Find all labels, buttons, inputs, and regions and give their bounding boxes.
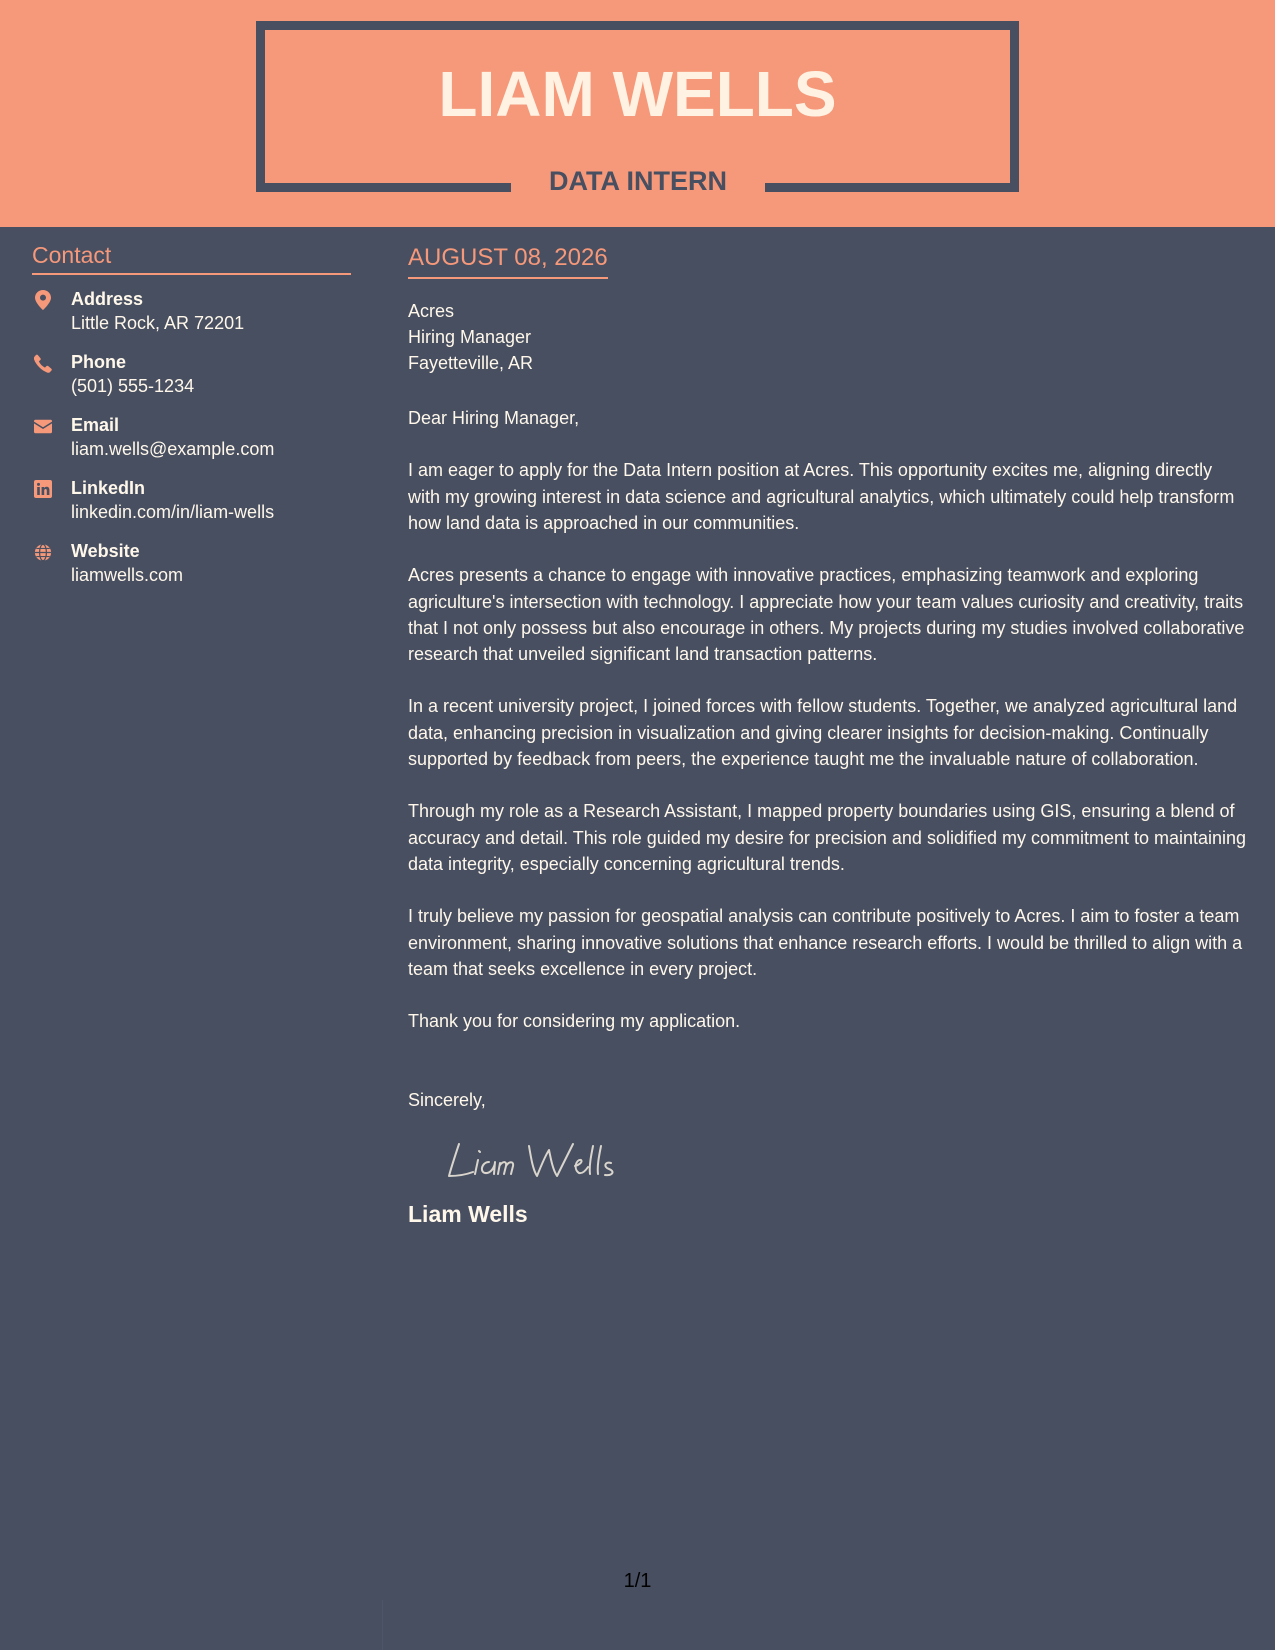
letter-paragraph: I am eager to apply for the Data Intern position at Acres. This opportunity excites me, aligning directly with my growing interest in data science and agricultural analytics, which ultimately could help transform how land data is approached in our communities. — [408, 460, 1235, 533]
letter-date: AUGUST 08, 2026 — [408, 245, 608, 279]
handwritten-signature — [445, 1136, 1248, 1186]
contact-value: liam.wells@example.com — [71, 439, 275, 460]
recipient-role: Hiring Manager — [408, 327, 532, 348]
column-divider — [382, 1600, 383, 1650]
job-title: DATA INTERN — [549, 166, 727, 196]
contact-value: Little Rock, AR 72201 — [71, 313, 245, 334]
contact-label: Phone — [71, 352, 127, 373]
map-pin-icon — [34, 291, 52, 309]
letter-paragraph: Acres presents a chance to engage with innovative practices, emphasizing teamwork and exploring agriculture's intersection with technology. I appreciate how your team values curiosity and creativity, traits that I not only possess but also encourage in others. My projects during my studies involved collaborative research that unveiled significant land transaction patterns. — [408, 565, 1245, 665]
contact-linkedin — [32, 476, 351, 539]
contact-label: Website — [71, 541, 140, 562]
contact-address — [32, 287, 351, 350]
letter-body — [408, 245, 1248, 1228]
contact-email — [32, 413, 351, 476]
recipient-location: Fayetteville, AR — [408, 353, 534, 374]
page-number: 1/1 — [623, 1570, 652, 1592]
recipient-block — [408, 298, 1248, 376]
contact-value: linkedin.com/in/liam-wells — [71, 502, 275, 523]
envelope-icon — [34, 417, 52, 435]
globe-icon — [34, 543, 52, 561]
letter-paragraph: I truly believe my passion for geospatial analysis can contribute positively to Acres. I aim to foster a team environment, sharing innovative solutions that enhance research efforts. I would be thrilled to align with a team that seeks excellence in every project. — [408, 906, 1243, 979]
signature-drawing — [445, 1136, 645, 1186]
signer-name: Liam Wells — [408, 1201, 528, 1228]
contact-label: Email — [71, 415, 120, 436]
frame-bottom-left — [256, 183, 511, 192]
header-banner — [0, 0, 1275, 227]
phone-icon — [34, 354, 52, 372]
contact-list — [32, 287, 351, 602]
frame-bottom-right — [765, 183, 1019, 192]
contact-value: liamwells.com — [71, 565, 184, 586]
contact-phone — [32, 350, 351, 413]
letter-paragraph: In a recent university project, I joined forces with fellow students. Together, we analyzed agricultural land data, enhancing precision in visualization and giving clearer insights for decision-making. Continually supported by feedback from peers, the experience taught me the invaluable nature of collaboration. — [408, 696, 1238, 770]
letter-paragraph: Through my role as a Research Assistant, I mapped property boundaries using GIS, ensuring a blend of accuracy and detail. This role guided my desire for precision and solidified my commitment to maintaining data integrity, especially concerning agricultural trends. — [408, 801, 1247, 874]
salutation: Dear Hiring Manager, — [408, 408, 580, 429]
contact-value: (501) 555-1234 — [71, 376, 195, 397]
closing: Sincerely, — [408, 1090, 486, 1111]
recipient-company: Acres — [408, 301, 455, 322]
contact-section-title: Contact — [32, 243, 351, 275]
contact-website — [32, 539, 351, 602]
contact-sidebar — [32, 243, 351, 602]
linkedin-icon — [34, 480, 52, 498]
letter-paragraph: Thank you for considering my application. — [408, 1011, 741, 1032]
candidate-name: LIAM WELLS — [438, 58, 837, 130]
contact-label: Address — [71, 289, 144, 310]
contact-label: LinkedIn — [71, 478, 146, 499]
